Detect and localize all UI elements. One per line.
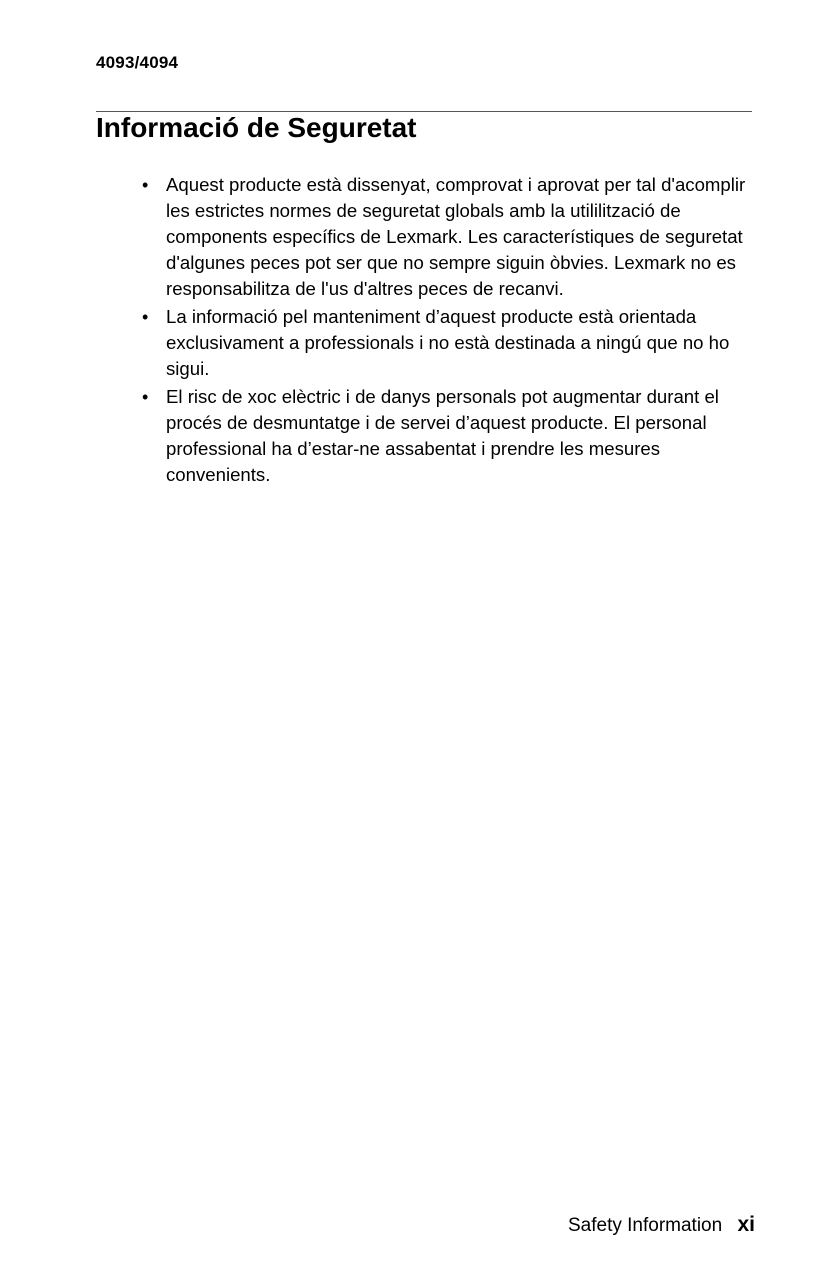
list-item-text: El risc de xoc elèctric i de danys personals pot augmentar durant el procés de desmuntatge i de servei d’aquest producte. El personal professional ha d’estar-ne assabentat i prendre les mesures convenients. bbox=[166, 386, 719, 485]
list-item-text: Aquest producte està dissenyat, comprovat i aprovat per tal d'acomplir les estrictes normes de seguretat globals amb la utililització de components específics de Lexmark. Les característiques de seguretat d'algunes peces pot ser que no sempre siguin òbvies. Lexmark no es responsabilitza de l'us d'altres peces de recanvi. bbox=[166, 174, 746, 299]
page-title: Informació de Seguretat bbox=[96, 112, 417, 143]
list-item bbox=[140, 304, 754, 382]
list-item-text: La informació pel manteniment d’aquest producte està orientada exclusivament a professionals i no està destinada a ningú que no ho sigui. bbox=[166, 306, 730, 379]
model-code-header: 4093/4094 bbox=[96, 53, 179, 72]
bullet-icon: • bbox=[142, 307, 149, 327]
bullet-icon: • bbox=[142, 387, 149, 407]
bullet-icon: • bbox=[142, 175, 149, 195]
page-footer bbox=[568, 1212, 755, 1239]
list-item bbox=[140, 384, 754, 488]
list-item bbox=[140, 172, 754, 302]
footer-section-name: Safety Information bbox=[568, 1215, 723, 1236]
page-number: xi bbox=[737, 1213, 755, 1236]
safety-bullet-list bbox=[140, 172, 754, 490]
